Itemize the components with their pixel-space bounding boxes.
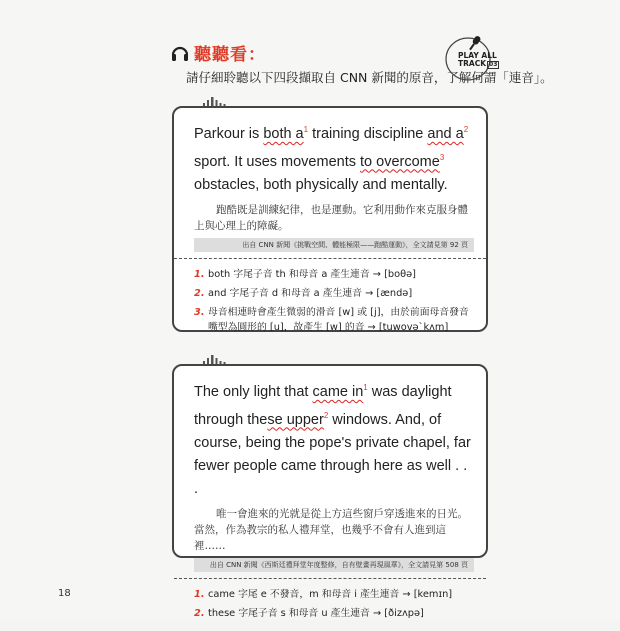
passage-card-2 [172, 364, 488, 619]
passage-text: training discipline [308, 125, 428, 142]
note-item [194, 286, 474, 301]
note-text: came 字尾 e 不發音，m 和母音 i 產生連音 → [kemɪn] [208, 588, 453, 600]
track-word: TRACK [458, 59, 487, 68]
note-text: and 字尾子音 d 和母音 a 產生連音 → [ændə] [208, 287, 413, 299]
footnote-marker: 1 [303, 125, 309, 134]
section-header [170, 40, 266, 65]
note-number: 1. [194, 268, 205, 280]
linked-sound: se upper [267, 411, 324, 428]
source-citation: 出自 CNN 新聞《西斯廷禮拜堂年度整修，自有壁畫再現風華》，全文請見第 508 頁 [194, 558, 474, 572]
linked-sound: and a [427, 125, 464, 142]
footnote-marker: 2 [463, 125, 469, 134]
note-text: 母音相連時會產生微弱的滑音 [w] 或 [j]，由於前面母音發音嘴型為圓形的 [u]，故產生 [w] 的音 → [tuwovəˋkʌm] [208, 306, 469, 333]
note-item [194, 267, 474, 282]
page-number: 18 [58, 588, 71, 599]
instruction-text: 請仔細聆聽以下四段擷取自 CNN 新聞的原音，了解何謂「連音」。 [186, 70, 553, 85]
note-number: 1. [194, 588, 205, 600]
section-title: 聽聽看： [194, 45, 266, 65]
play-all-label: PLAY ALL [458, 51, 497, 60]
note-text: both 字尾子音 th 和母音 a 產生連音 → [boθə] [208, 268, 416, 280]
passage-text: Parkour is [194, 125, 264, 142]
passage-text: The only light that [194, 383, 313, 400]
source-citation: 出自 CNN 新聞《挑戰空間、體能極限——跑酷運動》，全文請見第 92 頁 [194, 238, 474, 252]
track-label [458, 52, 499, 69]
play-all-track-badge[interactable] [444, 34, 498, 84]
english-passage [194, 376, 474, 501]
passage-text: was daylight through the [194, 383, 452, 428]
footnote-marker: 1 [363, 383, 368, 392]
linked-sound: came in [312, 383, 364, 400]
chinese-translation: 跑酷既是訓練紀律，也是運動。它利用動作來克服身體上與心理上的障礙。 [194, 203, 468, 232]
note-number: 2. [194, 607, 205, 619]
linked-sound: to overcome [360, 153, 440, 170]
note-item [194, 606, 474, 621]
note-number: 2. [194, 287, 205, 299]
footnote-marker: 2 [323, 410, 329, 420]
note-item [194, 587, 474, 602]
passage-text: windows. And, of course, being the pope's private chapel, far fewer people came through here as well . . . [194, 411, 471, 497]
linking-notes [174, 259, 486, 345]
linked-sound: both a [263, 125, 304, 142]
passage-text: obstacles, both physically and mentally. [194, 176, 448, 193]
passage-card-1 [172, 106, 488, 332]
linking-notes [174, 579, 486, 631]
note-number: 3. [194, 306, 205, 318]
headphones-icon [170, 43, 190, 63]
chinese-translation: 唯一會進來的光就是從上方這些窗戶穿透進來的日光。當然，作為教宗的私人禮拜堂，也幾乎不會有人進到這裡…… [194, 507, 468, 552]
track-number: 03 [489, 61, 498, 68]
english-passage [194, 118, 474, 197]
passage-text: sport. It uses movements [194, 153, 361, 170]
footnote-marker: 3 [439, 152, 445, 162]
note-item [194, 305, 474, 335]
note-text: these 字尾子音 s 和母音 u 產生連音 → [ðizʌpə] [208, 607, 424, 619]
